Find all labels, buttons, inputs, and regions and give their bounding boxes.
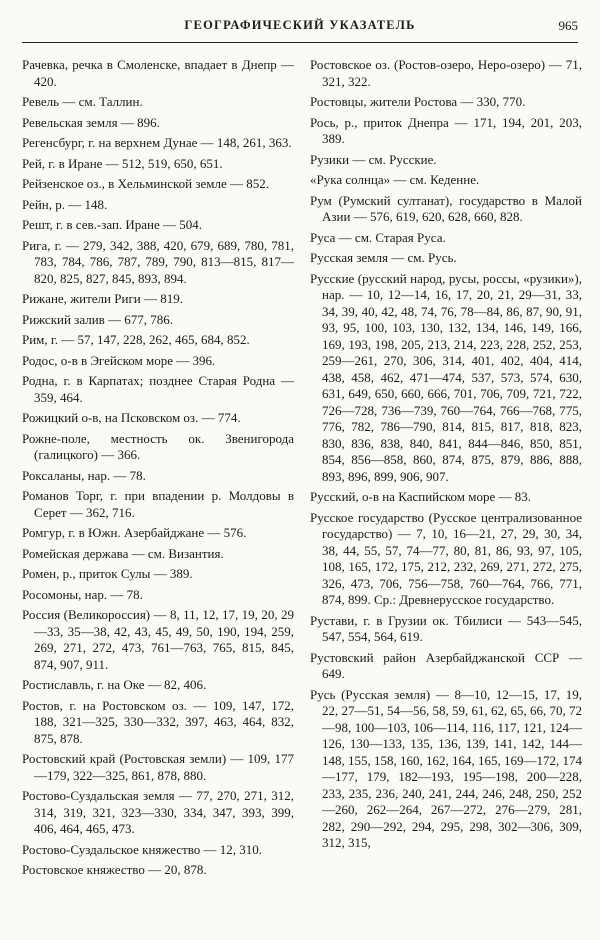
index-entry: Рижане, жители Риги — 819. (22, 291, 183, 306)
index-entry: Роксаланы, нар. — 78. (22, 467, 146, 483)
right-column (310, 57, 582, 927)
index-entry: Ростиславль, г. на Оке — 82, 406. (22, 677, 207, 692)
index-entry: Решт, г. в сев.-зап. Иране — 504. (22, 217, 203, 232)
index-entry: Россия (Великороссия) — 8, 11, 12, 17, 19, 20, 29—33, 35—38, 42, 43, 45, 49, 50, 190, 194, 259, 269, 271, 272, 473, 761—763, 765, 815, 845, 874, 907, 911. (22, 607, 294, 672)
index-entry: Рожне-поле, местность ок. Звенигорода (галицкого) — 366. (22, 430, 294, 462)
index-entry: Рось, р., приток Днепра — 171, 194, 201, 203, 389. (310, 114, 582, 146)
left-column (22, 57, 294, 927)
index-entry: Росомоны, нар. — 78. (22, 586, 143, 602)
index-entry: Ростовское оз. (Ростов-озеро, Неро-озеро) — 71, 321, 322. (310, 57, 582, 89)
index-entry: Ростовский край (Ростовская земли) — 109, 177—179, 322—325, 861, 878, 880. (22, 751, 294, 783)
index-entry: Рим, г. — 57, 147, 228, 262, 465, 684, 852. (22, 332, 250, 347)
index-entry: Рустовский район Азербайджанской ССР — 649. (310, 649, 582, 681)
index-entry: Ромгур, г. в Южн. Азербайджане — 576. (22, 525, 247, 540)
index-columns (22, 57, 582, 927)
page-number: 965 (558, 18, 578, 33)
index-entry: Ростовцы, жители Ростова — 330, 770. (310, 94, 526, 109)
index-entry: Родна, г. в Карпатах; позднее Старая Родна — 359, 464. (22, 373, 294, 405)
index-entry: Русь (Русская земля) — 8—10, 12—15, 17, 19, 22, 27—51, 54—56, 58, 59, 61, 62, 65, 66, 70, 72—98, 100—103, 106—114, 116, 117, 121, 124—126, 130—133, 135, 136, 139, 141, 142, 144—148, 155, 158, 160, 162, 164, 165, 169—172, 174—177, 179, 182—193, 195—198, 200—228, 233, 235, 236, 240, 241, 244, 246, 248, 250, 252—260, 262—264, 267—272, 276—279, 281, 282, 290—292, 294, 295, 298, 302—306, 309, 312, 315, (310, 686, 582, 850)
index-entry: Русская земля — см. Русь. (310, 250, 457, 265)
index-entry: Ростовское княжество — 20, 878. (22, 862, 207, 877)
index-entry: Ростов, г. на Ростовском оз. — 109, 147, 172, 188, 321—325, 330—332, 397, 463, 464, 832, 875, 878. (22, 697, 294, 746)
index-entry: Ромейская держава — см. Византия. (22, 545, 224, 561)
index-entry: Руса — см. Старая Руса. (310, 229, 446, 245)
index-entry: Рачевка, речка в Смоленске, впадает в Днепр — 420. (22, 57, 294, 89)
index-entry: Рум (Румский султанат), государство в Малой Азии — 576, 619, 620, 628, 660, 828. (310, 192, 582, 224)
header-title: ГЕОГРАФИЧЕСКИЙ УКАЗАТЕЛЬ (184, 18, 416, 32)
index-entry: Романов Торг, г. при впадении р. Молдовы в Серет — 362, 716. (22, 488, 294, 520)
index-entry: Рига, г. — 279, 342, 388, 420, 679, 689, 780, 781, 783, 784, 786, 787, 789, 790, 813—815, 817—820, 825, 827, 845, 893, 894. (22, 237, 294, 286)
index-entry: Рижский залив — 677, 786. (22, 311, 174, 327)
index-entry: Рустави, г. в Грузии ок. Тбилиси — 543—545, 547, 554, 564, 619. (310, 612, 582, 644)
running-header (22, 10, 578, 43)
index-entry: Рузики — см. Русские. (310, 151, 437, 167)
index-entry: «Рука солнца» — см. Кеденне. (310, 172, 480, 187)
index-entry: Рей, г. в Иране — 512, 519, 650, 651. (22, 155, 223, 171)
index-entry: Ромен, р., приток Сулы — 389. (22, 566, 193, 581)
index-entry: Ростово-Суздальское княжество — 12, 310. (22, 841, 263, 857)
index-entry: Рожицкий о-в, на Псковском оз. — 774. (22, 410, 241, 425)
index-entry: Регенсбург, г. на верхнем Дунае — 148, 261, 363. (22, 135, 292, 150)
index-entry: Родос, о-в в Эгейском море — 396. (22, 352, 216, 368)
index-entry: Русское государство (Русское централизованное государство) — 7, 10, 16—21, 27, 29, 30, 34, 38, 44, 55, 57, 74—77, 80, 81, 86, 93, 97, 105, 108, 165, 172, 175, 212, 232, 269, 271, 272, 275, 326, 473, 706, 756—758, 760—764, 766, 771, 874, 899. Ср.: Древнерусское государство. (310, 509, 582, 607)
index-entry: Русский, о-в на Каспийском море — 83. (310, 489, 532, 504)
index-entry: Ревель — см. Таллин. (22, 94, 143, 109)
index-entry: Русские (русский народ, русы, россы, «рузики»), нар. — 10, 12—14, 16, 17, 20, 21, 29—31, 33, 34, 39, 40, 42, 48, 74, 76, 78—84, 86, 87, 90, 91, 93, 95, 100, 103, 130, 132, 134, 146, 149, 166, 169, 193, 198, 205, 213, 214, 223, 228, 252, 253, 259—261, 270, 306, 314, 401, 402, 404, 414, 438, 458, 462, 471—474, 537, 573, 574, 630, 631, 649, 650, 660, 666, 701, 706, 709, 721, 722, 726—728, 736—739, 760—764, 766—768, 775, 776, 782, 786—790, 814, 815, 817, 818, 823, 830, 836, 838, 840, 841, 844—846, 850, 851, 854, 856—858, 860, 874, 875, 879, 886, 888, 893, 896, 899, 906, 907. (310, 270, 582, 484)
index-entry: Рейн, р. — 148. (22, 196, 108, 212)
index-entry: Ростово-Суздальская земля — 77, 270, 271, 312, 314, 319, 321, 323—330, 334, 347, 393, 399, 406, 464, 465, 473. (22, 788, 294, 836)
index-entry: Рейзенское оз., в Хельминской земле — 852. (22, 176, 270, 191)
index-entry: Ревельская земля — 896. (22, 114, 160, 130)
